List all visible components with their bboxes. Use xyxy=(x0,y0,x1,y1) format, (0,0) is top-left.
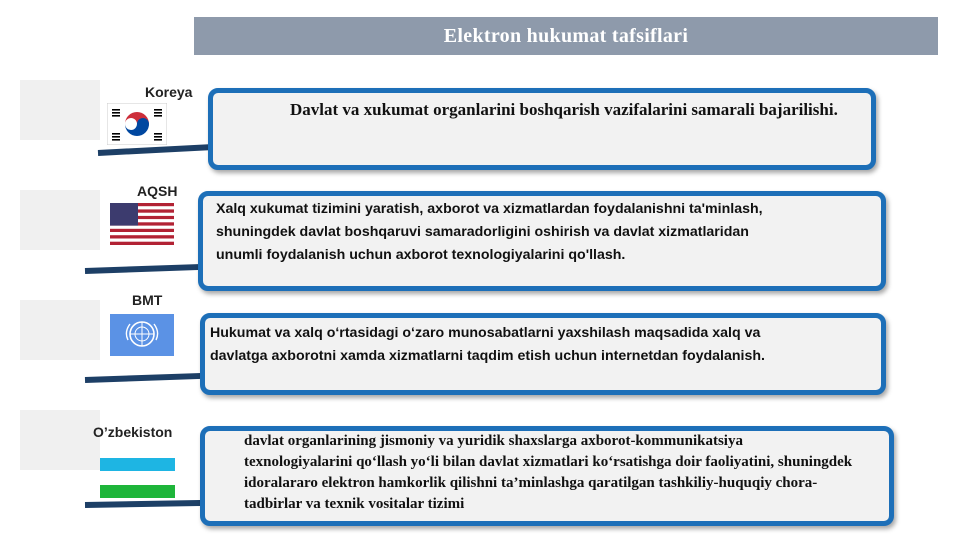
definition-text-uzbekistan: davlat organlarining jismoniy va yuridik shaxslarga axborot-kommunikatsiya texnologiyalarini qo‘llash yo‘li bilan davlat xizmatlari ko‘rsatishga doir faoliyatini, shuningdek idoralararo elektron hamkorlik qilishni ta’minlashga qaratilgan tashkiliy-huquqiy chora-tadbirlar va texnik vositalar tizimi xyxy=(244,433,853,512)
callout-pointer xyxy=(85,373,205,383)
korea-flag-icon xyxy=(107,103,167,150)
un-flag-icon xyxy=(110,314,174,361)
background-shape xyxy=(20,190,100,250)
callout-pointer xyxy=(85,500,207,508)
background-shape xyxy=(20,410,100,470)
background-shape xyxy=(20,80,100,140)
callout-pointer xyxy=(85,264,205,274)
definition-text-korea: Davlat va xukumat organlarini boshqarish vazifalarini samarali bajarilishi. xyxy=(290,100,838,119)
country-label-usa: AQSH xyxy=(137,183,178,199)
definition-text-usa: Xalq xukumat tizimini yaratish, axborot va xizmatlardan foydalanishni ta'minlash, shuningdek davlat boshqaruvi samaradorligini oshirish va davlat xizmatlaridan unumli foydalanish uchun axborot texnologiyalarini qo'llash. xyxy=(216,201,763,263)
uzbekistan-flag-icon xyxy=(100,458,175,505)
country-label-un: BMT xyxy=(132,292,163,308)
definition-text-un: Hukumat va xalq o‘rtasidagi o‘zaro munosabatlarni yaxshilash maqsadida xalq va davlatga axborotni xamda xizmatlarni taqdim etish uchun internetdan foydalanish. xyxy=(210,325,765,364)
background-shape xyxy=(20,300,100,360)
usa-flag-icon xyxy=(110,203,174,250)
country-label-korea: Koreya xyxy=(145,84,193,100)
country-label-uzbekistan: O’zbekiston xyxy=(93,424,173,440)
slide-title: Elektron hukumat tafsiflari xyxy=(194,17,938,55)
